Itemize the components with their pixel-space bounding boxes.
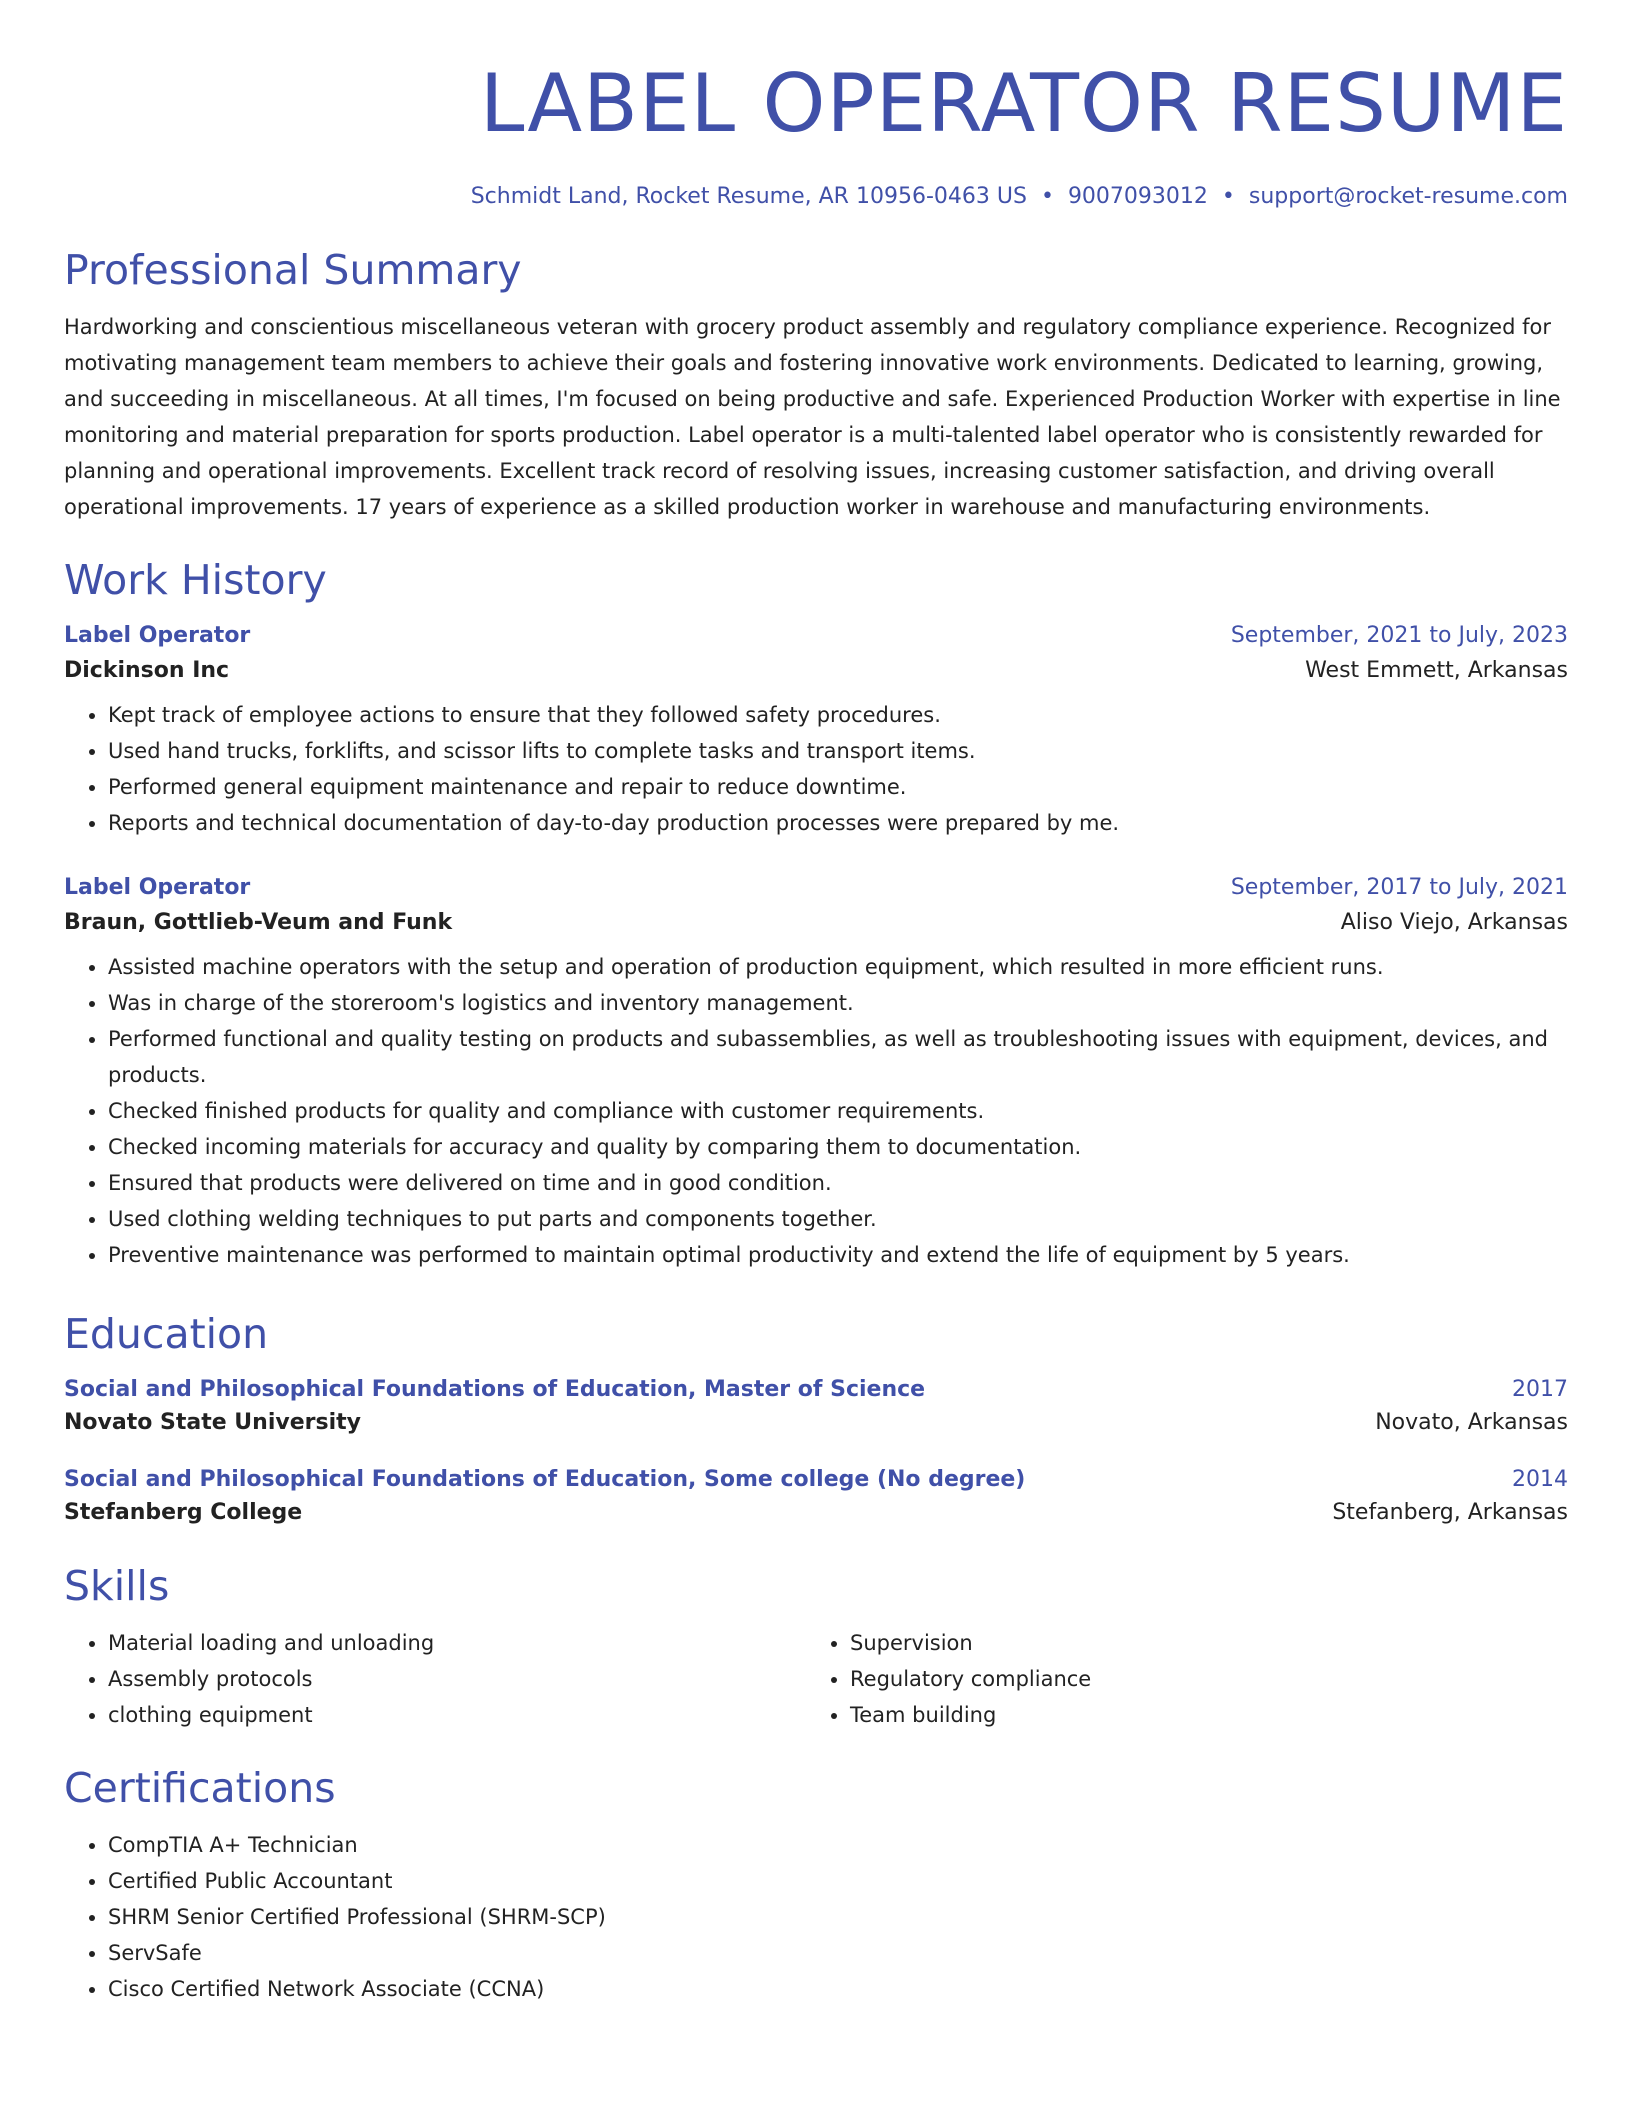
list-item: • Certified Public Accountant: [108, 1863, 1568, 1899]
job-subheader: [64, 910, 1568, 935]
education-section: [64, 1309, 1568, 1525]
section-heading-education: Education: [64, 1310, 269, 1358]
separator: •: [1040, 184, 1054, 209]
list-item: • Team building: [850, 1697, 1548, 1733]
list-item: • Used clothing welding techniques to put parts and components together.: [108, 1201, 1568, 1237]
certifications-section: [64, 1763, 1568, 2007]
resume-title: LABEL OPERATOR RESUME: [479, 57, 1568, 150]
skills-list-right: [806, 1625, 1548, 1733]
separator: •: [1221, 184, 1235, 209]
school: Stefanberg College: [64, 1500, 303, 1525]
summary-section: [64, 245, 1568, 525]
list-item: • Kept track of employee actions to ensure that they followed safety procedures.: [108, 697, 1568, 733]
education-header: [64, 1377, 1568, 1402]
list-item: • CompTIA A+ Technician: [108, 1827, 1568, 1863]
job-location: West Emmett, Arkansas: [1305, 658, 1568, 683]
list-item: • Reports and technical documentation of day-to-day production processes were prepared by me.: [108, 805, 1568, 841]
list-item: • Performed general equipment maintenance and repair to reduce downtime.: [108, 769, 1568, 805]
education-subheader: [64, 1500, 1568, 1525]
school-location: Novato, Arkansas: [1375, 1410, 1568, 1435]
list-item: • Used hand trucks, forklifts, and scissor lifts to complete tasks and transport items.: [108, 733, 1568, 769]
list-item: • Performed functional and quality testing on products and subassemblies, as well as troubleshooting issues with equipment, devices, and products.: [108, 1021, 1568, 1093]
school-location: Stefanberg, Arkansas: [1332, 1500, 1568, 1525]
list-item: • clothing equipment: [108, 1697, 806, 1733]
skills-columns: [64, 1611, 1568, 1733]
list-item: • Cisco Certified Network Associate (CCNA): [108, 1971, 1568, 2007]
section-heading-certifications: Certifications: [64, 1764, 336, 1812]
list-item: • SHRM Senior Certified Professional (SHRM-SCP): [108, 1899, 1568, 1935]
list-item: • ServSafe: [108, 1935, 1568, 1971]
job-title: Label Operator: [64, 623, 251, 648]
list-item: • Material loading and unloading: [108, 1625, 806, 1661]
list-item: • Checked finished products for quality and compliance with customer requirements.: [108, 1093, 1568, 1129]
education-entry: [64, 1467, 1568, 1525]
section-heading-skills: Skills: [64, 1562, 170, 1610]
school: Novato State University: [64, 1410, 361, 1435]
job-subheader: [64, 658, 1568, 683]
job-bullets: [64, 949, 1568, 1273]
summary-text: Hardworking and conscientious miscellaneous veteran with grocery product assembly and regulatory compliance experience. Recognized for motivating management team members to achieve their goals and fostering innovative work environments. Dedicated to learning, growing, and succeeding in miscellaneous. At all times, I'm focused on being productive and safe. Experienced Production Worker with expertise in line monitoring and material preparation for sports production. Label operator is a multi-talented label operator who is consistently rewarded for planning and operational improvements. Excellent track record of resolving issues, increasing customer satisfaction, and driving overall operational improvements. 17 years of experience as a skilled production worker in warehouse and manufacturing environments.: [64, 315, 1561, 519]
education-header: [64, 1467, 1568, 1492]
list-item: • Preventive maintenance was performed to maintain optimal productivity and extend the life of equipment by 5 years.: [108, 1237, 1568, 1273]
email: support@rocket-resume.com: [1248, 184, 1568, 209]
contact-line: [64, 184, 1568, 209]
list-item: • Regulatory compliance: [850, 1661, 1548, 1697]
work-section: [64, 555, 1568, 1273]
education-entry: [64, 1377, 1568, 1435]
graduation-year: 2017: [1512, 1377, 1568, 1402]
phone: 9007093012: [1067, 184, 1208, 209]
address: Schmidt Land, Rocket Resume, AR 10956-0463 US: [470, 184, 1027, 209]
list-item: • Checked incoming materials for accuracy and quality by comparing them to documentation.: [108, 1129, 1568, 1165]
list-item: • Supervision: [850, 1625, 1548, 1661]
job-entry: [64, 875, 1568, 1273]
job-company: Dickinson Inc: [64, 658, 230, 683]
job-dates: September, 2021 to July, 2023: [1230, 623, 1568, 648]
section-heading-summary: Professional Summary: [64, 246, 522, 294]
list-item: • Was in charge of the storeroom's logistics and inventory management.: [108, 985, 1568, 1021]
job-location: Aliso Viejo, Arkansas: [1340, 910, 1568, 935]
skills-section: [64, 1561, 1568, 1733]
job-company: Braun, Gottlieb-Veum and Funk: [64, 910, 453, 935]
skills-list-left: [64, 1625, 806, 1733]
certifications-list: [64, 1827, 1568, 2007]
section-heading-work: Work History: [64, 556, 327, 604]
education-subheader: [64, 1410, 1568, 1435]
degree: Social and Philosophical Foundations of Education, Some college (No degree): [64, 1467, 1026, 1492]
job-header: [64, 623, 1568, 648]
list-item: • Assisted machine operators with the setup and operation of production equipment, which resulted in more efficient runs.: [108, 949, 1568, 985]
list-item: • Ensured that products were delivered on time and in good condition.: [108, 1165, 1568, 1201]
job-entry: [64, 623, 1568, 841]
job-header: [64, 875, 1568, 900]
degree: Social and Philosophical Foundations of Education, Master of Science: [64, 1377, 926, 1402]
graduation-year: 2014: [1512, 1467, 1568, 1492]
job-bullets: [64, 697, 1568, 841]
job-title: Label Operator: [64, 875, 251, 900]
job-dates: September, 2017 to July, 2021: [1230, 875, 1568, 900]
list-item: • Assembly protocols: [108, 1661, 806, 1697]
